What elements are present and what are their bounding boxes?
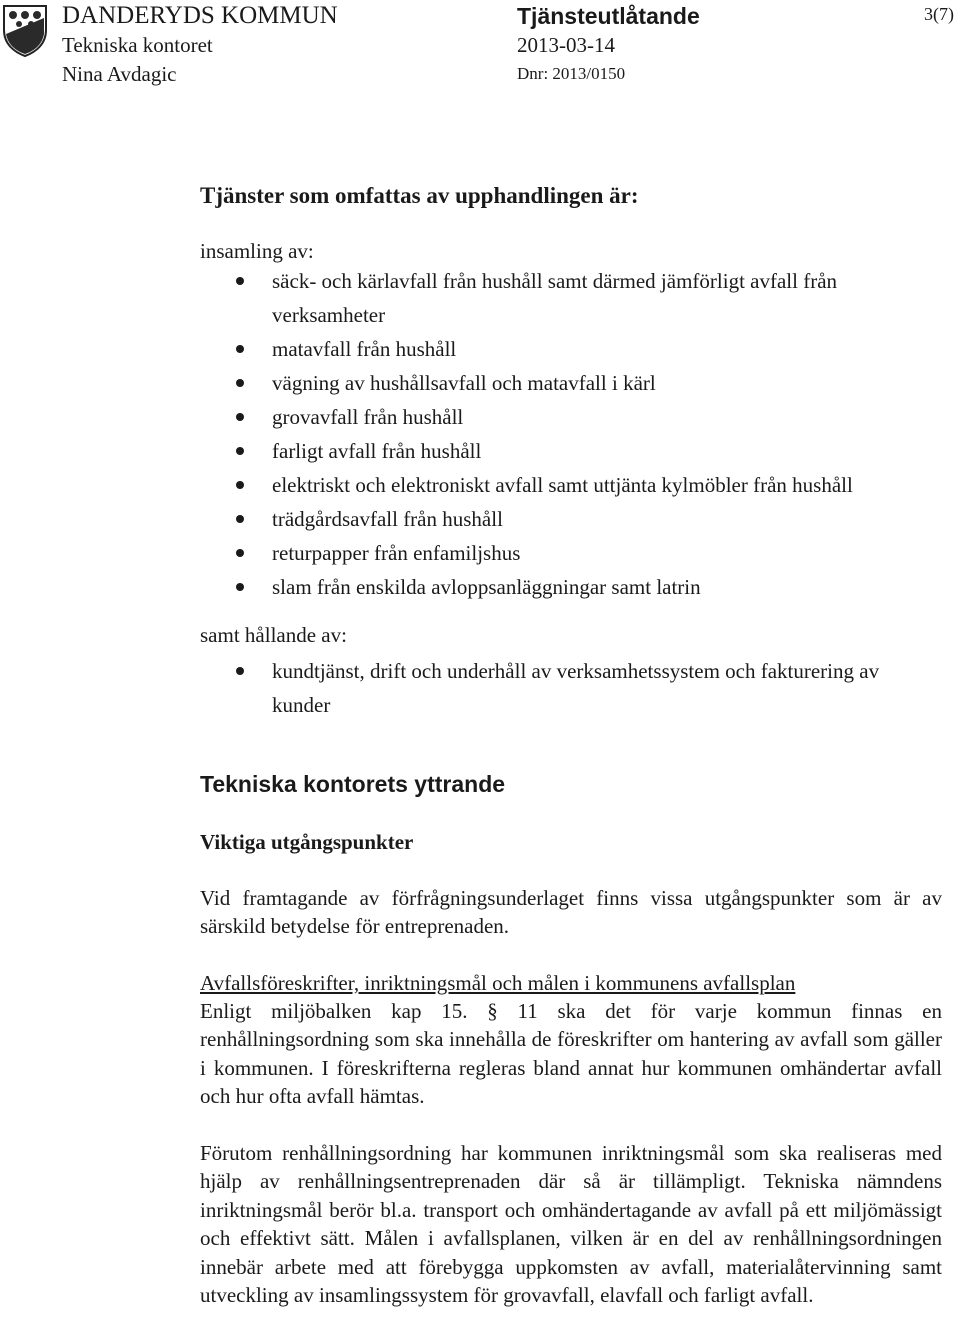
author-name: Nina Avdagic [62,62,177,86]
key-premises-subheading: Viktiga utgångspunkter [200,830,414,854]
list-item: returpapper från enfamiljshus [200,536,960,570]
premises-paragraph: Vid framtagande av förfrågningsunderlaget finns vissa utgångspunkter som är av särskild betydelse för entreprenaden. [200,886,942,939]
document-type: Tjänsteutlåtande [517,3,700,29]
holding-list [200,654,960,722]
list-item: matavfall från hushåll [200,332,960,366]
page-number: 3(7) [924,4,954,24]
regulations-subheading: Avfallsföreskrifter, inriktningsmål och målen i kommunens avfallsplan [200,971,796,995]
municipality-coat-of-arms-icon [2,4,48,58]
document-date: 2013-03-14 [517,33,615,57]
organization-name: DANDERYDS KOMMUN [62,2,338,29]
list-item: trädgårdsavfall från hushåll [200,502,960,536]
statement-heading: Tekniska kontorets yttrande [200,771,506,797]
services-heading: Tjänster som omfattas av upphandlingen är: [200,183,639,208]
document-number: Dnr: 2013/0150 [517,64,626,83]
list-item: kundtjänst, drift och underhåll av verksamhetssystem och fakturering av kunder [200,654,882,722]
list-item: farligt avfall från hushåll [200,434,960,468]
collection-list [200,264,960,604]
collection-intro: insamling av: [200,239,314,263]
list-item: elektriskt och elektroniskt avfall samt uttjänta kylmöbler från hushåll [200,468,960,502]
list-item: vägning av hushållsavfall och matavfall i kärl [200,366,960,400]
list-item: säck- och kärlavfall från hushåll samt därmed jämförligt avfall från verksamheter [200,264,882,332]
holding-intro: samt hållande av: [200,623,347,647]
list-item: slam från enskilda avloppsanläggningar samt latrin [200,570,960,604]
goals-paragraph: Förutom renhållningsordning har kommunen inriktningsmål som ska realiseras med hjälp av renhållningsentreprenaden där så är tillämpligt. Tekniska nämndens inriktningsmål berör bl.a. transport och omhändertagande av avfall på ett miljömässigt och effektivt sätt. Målen i avfallsplanen, vilken är en del av renhållningsordningen innebär arbete med att förebygga uppkomsten av avfall, materialåtervinning samt utveckling av insamlingssystem för grovavfall, elavfall och farligt avfall. [200,1141,942,1308]
department-name: Tekniska kontoret [62,33,213,57]
regulations-paragraph: Enligt miljöbalken kap 15. § 11 ska det för varje kommun finnas en renhållningsordning som ska innehålla de föreskrifter om hantering av avfall som gäller i kommunen. I föreskrifterna regleras bland annat hur kommunen omhändertar avfall och hur ofta avfall hämtas. [200,999,942,1109]
list-item: grovavfall från hushåll [200,400,960,434]
